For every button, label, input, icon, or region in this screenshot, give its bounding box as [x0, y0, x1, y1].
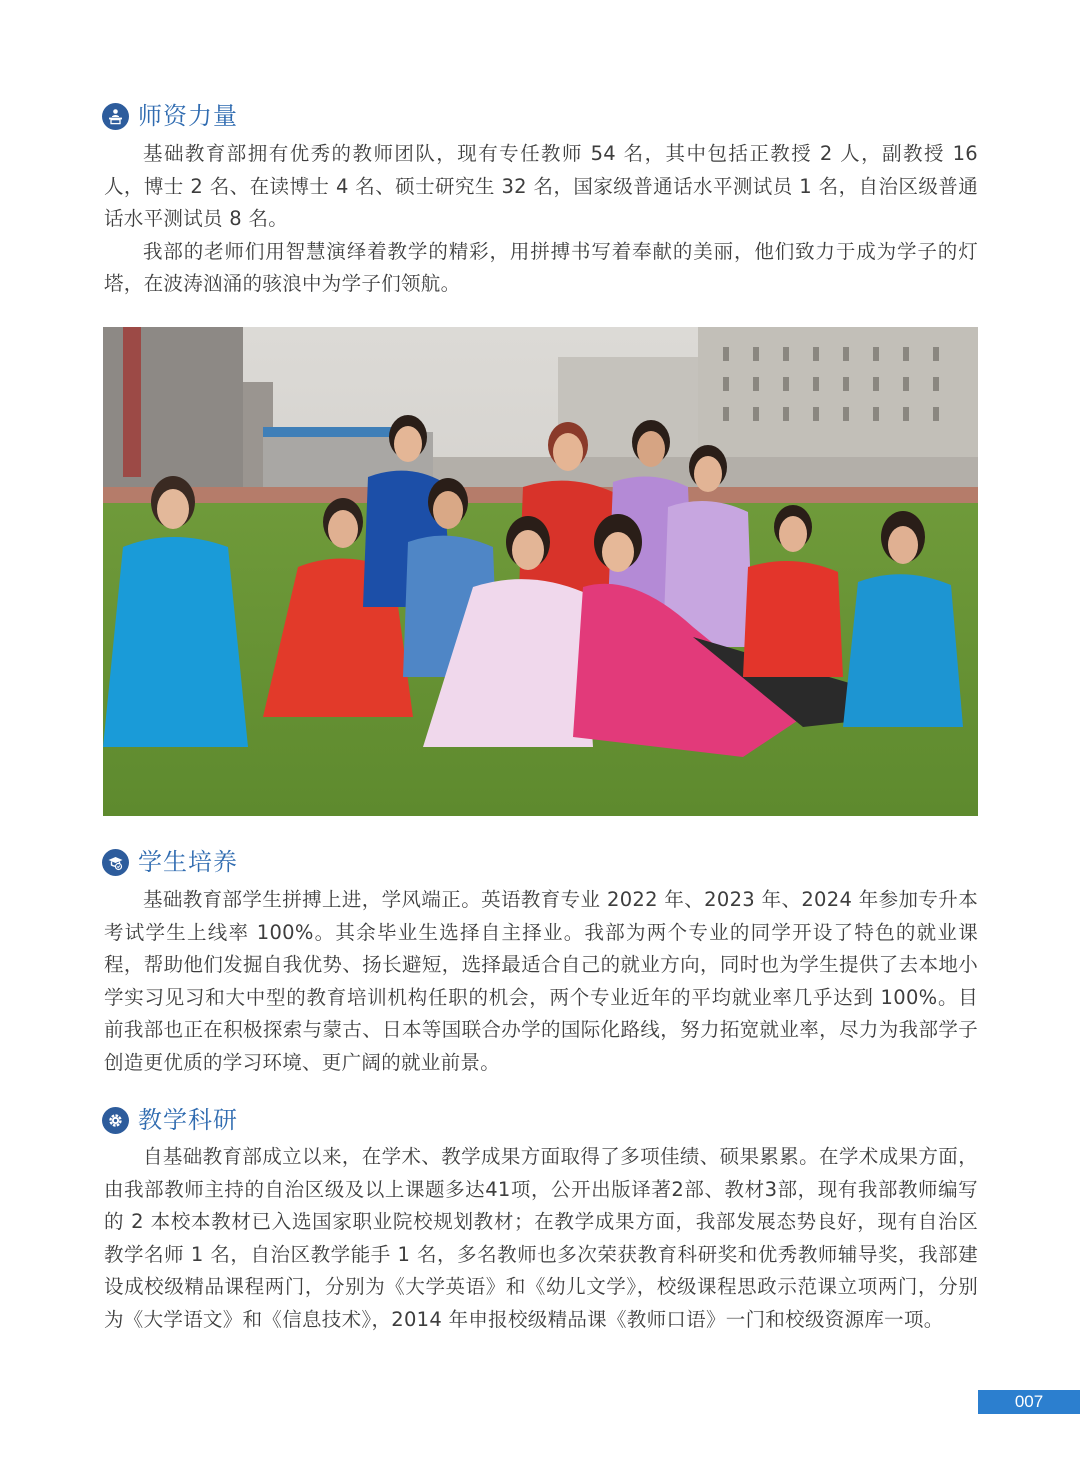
paragraph: 自基础教育部成立以来，在学术、教学成果方面取得了多项佳绩、硕果累累。在学术成果方面，由我部教师主持的自治区级及以上课题多达41项，公开出版译著2部、教材3部，现有我部教师编写的 2 本校本教材已入选国家职业院校规划教材；在教学成果方面，我部发展态势良好，现有自治区教学名师 1 名，自治区教学能手 1 名，多名教师也多次荣获教育科研奖和优秀教师辅导奖，我部建设成校级精品课程两门，分别为《大学英语》和《幼儿文学》，校级课程思政示范课立项两门，分别为《大学语文》和《信息技术》，2014 年申报校级精品课《教师口语》一门和校级资源库一项。	[104, 1145, 978, 1331]
gear-icon	[102, 1107, 129, 1134]
teacher-podium-icon	[102, 103, 129, 130]
section-title: 教学科研	[138, 1106, 238, 1134]
section-title: 学生培养	[138, 848, 238, 876]
section-heading-teaching-research	[102, 1104, 238, 1136]
faculty-text	[104, 138, 978, 301]
group-photo	[103, 327, 978, 816]
section-heading-faculty	[102, 100, 238, 132]
paragraph: 基础教育部学生拼搏上进，学风端正。英语教育专业 2022 年、2023 年、2024 年参加专升本考试学生上线率 100%。其余毕业生选择自主择业。我部为两个专业的同学开设了特色的就业课程，帮助他们发掘自我优势、扬长避短，选择最适合自己的就业方向，同时也为学生提供了去本地小学实习见习和大中型的教育培训机构任职的机会，两个专业近年的平均就业率几乎达到 100%。目前我部也正在积极探索与蒙古、日本等国联合办学的国际化路线，努力拓宽就业率，尽力为我部学子创造更优质的学习环境、更广阔的就业前景。	[104, 888, 978, 1074]
paragraph: 我部的老师们用智慧演绎着教学的精彩，用拼搏书写着奉献的美丽，他们致力于成为学子的灯塔，在波涛汹涌的骇浪中为学子们领航。	[104, 239, 978, 296]
section-heading-student-training	[102, 846, 238, 878]
graduate-cap-icon	[102, 849, 129, 876]
page-number: 007	[978, 1390, 1080, 1414]
section-title: 师资力量	[138, 102, 238, 130]
student-training-text	[104, 884, 978, 1080]
paragraph: 基础教育部拥有优秀的教师团队，现有专任教师 54 名，其中包括正教授 2 人，副教授 16 人，博士 2 名、在读博士 4 名、硕士研究生 32 名，国家级普通话水平测试员 1 名，自治区级普通话水平测试员 8 名。	[104, 142, 978, 231]
teaching-research-text	[104, 1141, 978, 1337]
